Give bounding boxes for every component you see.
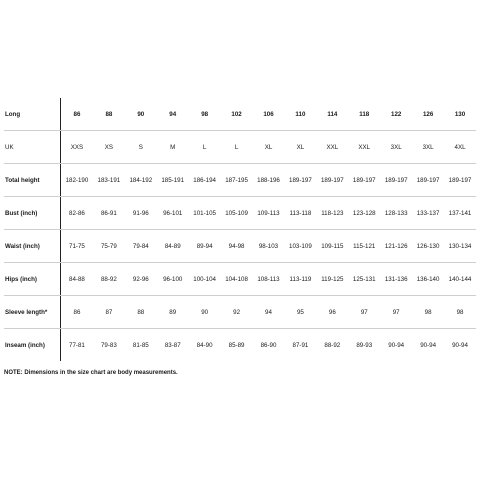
table-cell: 75-79 (100, 242, 117, 250)
table-cell: 113-118 (289, 209, 312, 217)
table-cell: 86 (73, 308, 81, 316)
table-cell: 105-109 (225, 209, 248, 217)
table-cell: 94-98 (228, 242, 245, 250)
table-cell: 128-133 (384, 209, 408, 217)
header-cell: 126 (422, 110, 434, 118)
table-cell: 89-93 (356, 341, 373, 349)
table-cell: 88 (137, 308, 145, 316)
table-cell: 104-108 (225, 275, 248, 283)
table-cell: 71-75 (69, 242, 85, 250)
table-cell: 98 (456, 308, 464, 316)
table-cell: 82-86 (69, 209, 85, 217)
table-cell: 92-96 (132, 275, 149, 283)
table-cell: 130-134 (448, 242, 472, 250)
table-cell: 101-105 (193, 209, 216, 217)
table-cell: 186-194 (193, 176, 216, 184)
header-cell: 102 (231, 110, 242, 118)
table-cell: 83-87 (164, 341, 181, 349)
table-cell: 98 (424, 308, 432, 316)
row-label: Total height (4, 164, 61, 196)
table-cell: 95 (296, 308, 304, 316)
header-cell: 94 (169, 110, 177, 118)
table-cell: 189-197 (289, 176, 312, 184)
table-cell: 88-92 (100, 275, 117, 283)
table-row (4, 197, 476, 230)
table-cell: 90 (201, 308, 209, 316)
table-cell: 183-191 (97, 176, 121, 184)
table-row (4, 131, 476, 164)
table-row (4, 329, 476, 361)
table-cell: 103-109 (289, 242, 312, 250)
row-label: Sleeve length* (4, 296, 61, 328)
size-chart-note: NOTE: Dimensions in the size chart are body measurements. (4, 370, 178, 376)
table-cell: 91-96 (132, 209, 149, 217)
table-cell: 89-94 (196, 242, 213, 250)
table-cell: 125-131 (352, 275, 376, 283)
table-cell: 79-84 (132, 242, 149, 250)
table-cell: 98-103 (258, 242, 279, 250)
table-cell: 97 (392, 308, 400, 316)
table-cell: 189-197 (384, 176, 408, 184)
row-label: Hips (inch) (4, 263, 61, 295)
table-cell: 188-196 (257, 176, 280, 184)
table-cell: XS (104, 143, 114, 151)
table-cell: M (170, 143, 176, 151)
table-cell: 189-197 (352, 176, 376, 184)
table-cell: 189-197 (320, 176, 344, 184)
size-chart-table (4, 98, 476, 361)
table-cell: 77-81 (69, 341, 85, 349)
table-cell: 119-125 (321, 275, 344, 283)
table-cell: 126-130 (416, 242, 440, 250)
table-cell: 109-113 (257, 209, 280, 217)
table-cell: 118-123 (321, 209, 344, 217)
table-cell: 90-94 (388, 341, 405, 349)
header-cell: 118 (359, 110, 370, 118)
table-cell: 81-85 (132, 341, 149, 349)
table-cell: XL (264, 143, 273, 151)
table-cell: 89 (169, 308, 177, 316)
table-cell: 90-94 (420, 341, 437, 349)
table-cell: 96-101 (163, 209, 183, 217)
table-cell: 100-104 (193, 275, 216, 283)
table-cell: XXS (70, 143, 84, 151)
table-row (4, 164, 476, 197)
table-cell: 90-94 (452, 341, 468, 349)
table-cell: L (202, 143, 207, 151)
row-label: Waist (inch) (4, 230, 61, 262)
table-cell: 108-113 (257, 275, 280, 283)
header-label: Long (4, 98, 61, 130)
table-cell: 123-128 (352, 209, 376, 217)
table-cell: 137-141 (448, 209, 472, 217)
table-cell: 189-197 (448, 176, 472, 184)
table-cell: S (138, 143, 143, 151)
header-cell: 90 (137, 110, 145, 118)
table-cell: 96-100 (163, 275, 183, 283)
table-cell: 185-191 (161, 176, 185, 184)
table-cell: 113-119 (289, 275, 312, 283)
table-cell: XL (296, 143, 305, 151)
table-cell: 184-192 (129, 176, 153, 184)
table-header-row (4, 98, 476, 131)
header-cell: 98 (201, 110, 209, 118)
table-cell: 3XL (390, 143, 402, 151)
table-cell: 140-144 (448, 275, 472, 283)
table-cell: 182-190 (65, 176, 89, 184)
table-cell: 86-90 (260, 341, 277, 349)
table-cell: 87 (105, 308, 113, 316)
table-cell: 79-83 (100, 341, 117, 349)
header-cell: 122 (391, 110, 402, 118)
table-cell: 94 (265, 308, 272, 316)
header-cell: 110 (295, 110, 306, 118)
table-cell: 96 (328, 308, 336, 316)
header-cell: 106 (263, 110, 274, 118)
table-cell: XXL (326, 143, 339, 151)
table-cell: 84-89 (164, 242, 181, 250)
table-cell: 187-195 (225, 176, 248, 184)
row-label: UK (4, 131, 61, 163)
table-cell: 84-88 (69, 275, 85, 283)
table-row (4, 296, 476, 329)
table-cell: 3XL (422, 143, 434, 151)
table-cell: XXL (358, 143, 371, 151)
table-cell: 133-137 (416, 209, 440, 217)
row-label: Inseam (inch) (4, 329, 61, 361)
table-cell: 84-90 (196, 341, 213, 349)
table-cell: 189-197 (416, 176, 440, 184)
header-cell: 114 (327, 110, 338, 118)
table-cell: L (234, 143, 239, 151)
header-cell: 88 (105, 110, 113, 118)
row-label: Bust (inch) (4, 197, 61, 229)
table-row (4, 263, 476, 296)
table-cell: 97 (360, 308, 368, 316)
header-cell: 130 (454, 110, 466, 118)
table-cell: 115-121 (353, 242, 376, 250)
table-cell: 87-91 (292, 341, 309, 349)
table-cell: 88-92 (324, 341, 341, 349)
table-cell: 131-136 (384, 275, 408, 283)
table-cell: 136-140 (416, 275, 440, 283)
table-cell: 92 (233, 308, 241, 316)
table-row (4, 230, 476, 263)
table-cell: 121-126 (384, 242, 408, 250)
table-cell: 85-89 (228, 341, 245, 349)
header-cell: 86 (73, 110, 81, 118)
table-cell: 86-91 (100, 209, 117, 217)
table-cell: 4XL (454, 143, 466, 151)
table-cell: 109-115 (321, 242, 344, 250)
table-body (4, 131, 476, 361)
